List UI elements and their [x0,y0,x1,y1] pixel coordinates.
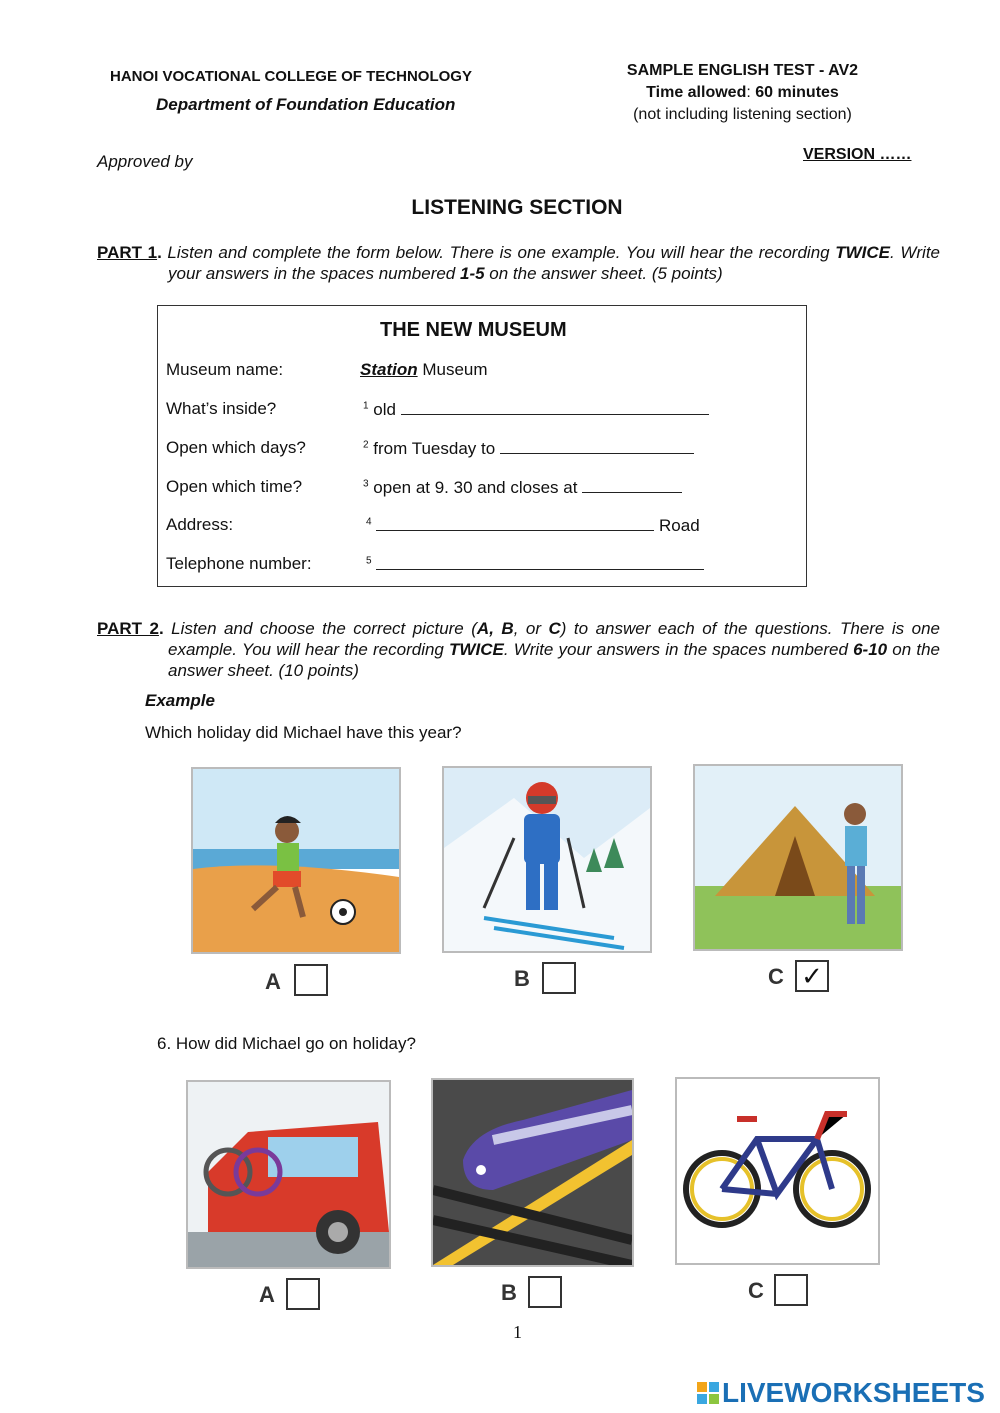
form-label-inside: What’s inside? [166,399,277,418]
example-checkbox-c[interactable] [795,960,829,992]
test-info [590,60,895,126]
form-label-museum-name: Museum name: [166,360,284,379]
example-option-b-label: B [514,966,530,991]
example-picture-b [442,766,652,953]
college-name: HANOI VOCATIONAL COLLEGE OF TECHNOLOGY [110,68,472,85]
form-value-museum-name: Station Museum [360,360,488,379]
part1-instructions: PART 1. Listen and complete the form below. There is one example. You will hear the recording TWICE. Write your answers in the spaces numbered 1-5 on the answer sheet. (5 points) [97,243,940,283]
q6-picture-c [675,1077,880,1265]
q6-picture-b [431,1078,634,1267]
answer-field-5[interactable]: 5 [366,554,704,575]
section-title: LISTENING SECTION [411,196,623,219]
example-picture-c [693,764,903,951]
form-title: THE NEW MUSEUM [380,319,567,341]
q6-picture-a [186,1080,391,1269]
version-label: VERSION …… [803,146,912,163]
answer-field-3[interactable]: $^3$ open at 9. 30 and closes at [363,477,682,498]
watermark-icon [697,1382,719,1404]
part2-instructions: PART 2. Listen and choose the correct picture (A, B, or C) to answer each of the questions. There is one example. You will hear the recording TWICE. Write your answers in the spaces numbered 6-10 on the answer sheet. (10 points) [97,619,940,680]
department-name: Department of Foundation Education [156,95,456,114]
form-label-telephone: Telephone number: [166,554,312,573]
question-6: 6. How did Michael go on holiday? [157,1034,416,1053]
time-allowed: Time allowed: 60 minutes [646,84,839,101]
check-mark-icon: ✓ [801,961,823,991]
example-question: Which holiday did Michael have this year? [145,723,462,742]
answer-field-4[interactable]: $^4$ Road [366,516,700,535]
example-checkbox-b[interactable] [542,962,576,994]
q6-option-c-label: C [748,1278,764,1303]
example-option-a-label: A [265,969,281,994]
answer-field-1[interactable]: $^1$ old [363,399,709,420]
example-checkbox-a[interactable] [294,964,328,996]
q6-option-a-label: A [259,1282,275,1307]
page-number: 1 [513,1322,522,1342]
museum-form [157,305,807,587]
q6-checkbox-c[interactable] [774,1274,808,1306]
answer-field-2[interactable]: $^2$ from Tuesday to [363,438,694,459]
form-label-time: Open which time? [166,477,303,496]
form-label-address: Address: [166,515,234,534]
test-title: SAMPLE ENGLISH TEST - AV2 [626,62,859,79]
watermark-text: LIVEWORKSHEETS [722,1377,985,1408]
approved-by: Approved by [97,152,193,171]
q6-option-b-label: B [501,1280,517,1305]
example-option-c-label: C [768,964,784,989]
q6-checkbox-a[interactable] [286,1278,320,1310]
example-label: Example [145,691,215,710]
q6-checkbox-b[interactable] [528,1276,562,1308]
form-label-days: Open which days? [166,438,306,457]
time-note: (not including listening section) [633,106,852,123]
watermark-logo [697,1378,985,1408]
example-picture-a [191,767,401,954]
